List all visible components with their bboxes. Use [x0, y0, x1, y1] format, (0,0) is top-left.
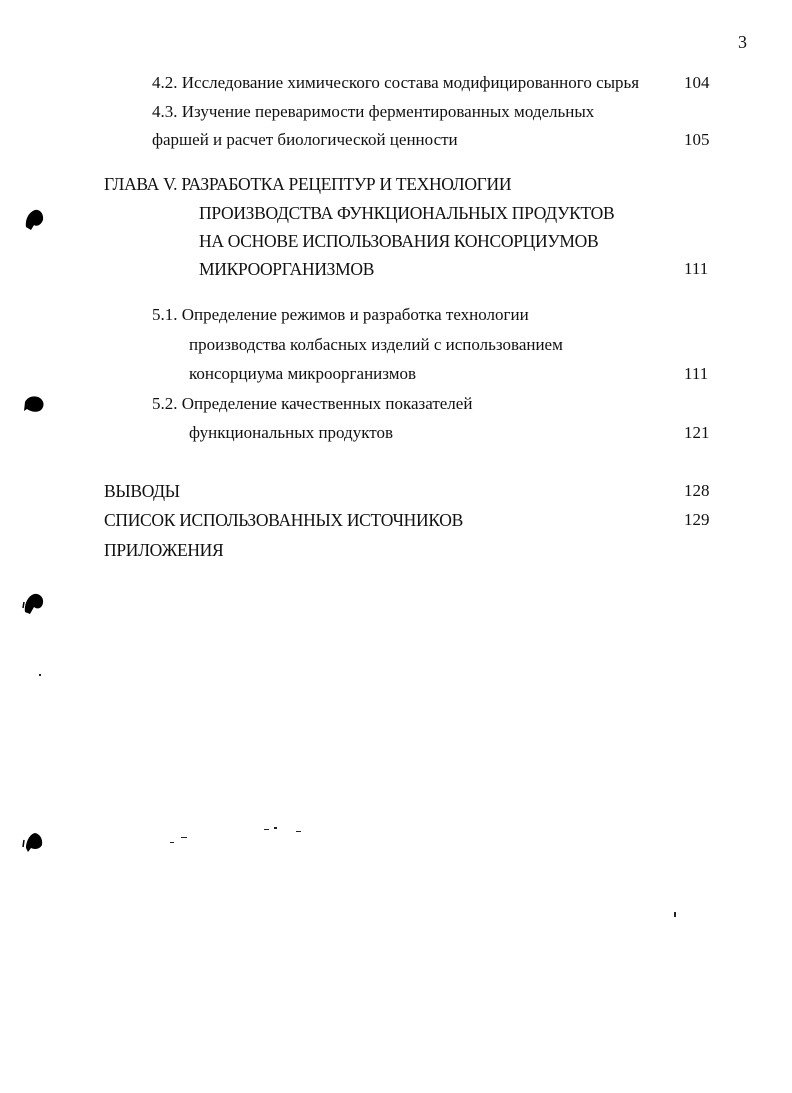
- toc-chapter-5-line-4: МИКРООРГАНИЗМОВ: [199, 259, 375, 279]
- toc-entry-5-1-line-1: 5.1. Определение режимов и разработка технологии: [152, 305, 529, 324]
- toc-chapter-5-page: 111: [684, 259, 709, 278]
- toc-chapter-5-line-3: НА ОСНОВЕ ИСПОЛЬЗОВАНИЯ КОНСОРЦИУМОВ: [199, 231, 599, 251]
- toc-conclusions-page: 128: [684, 481, 710, 500]
- toc-entry-5-2-line-2: функциональных продуктов: [189, 423, 393, 442]
- toc-appendices: ПРИЛОЖЕНИЯ: [104, 540, 224, 560]
- punch-hole-mark: [20, 828, 48, 856]
- toc-entry-4-3-line-2: фаршей и расчет биологической ценности: [152, 130, 458, 149]
- toc-entry-4-3-page: 105: [684, 130, 710, 149]
- toc-entry-5-2-page: 121: [684, 423, 710, 442]
- toc-entry-5-2-line-1: 5.2. Определение качественных показателей: [152, 394, 473, 413]
- toc-entry-4-3-line-1: 4.3. Изучение переваримости ферментированных модельных: [152, 102, 595, 121]
- toc-references: СПИСОК ИСПОЛЬЗОВАННЫХ ИСТОЧНИКОВ: [104, 510, 464, 530]
- toc-entry-5-1-line-2: производства колбасных изделий с использованием: [189, 335, 563, 354]
- toc-chapter-5-line-2: ПРОИЗВОДСТВА ФУНКЦИОНАЛЬНЫХ ПРОДУКТОВ: [199, 203, 615, 223]
- toc-entry-4-2-line-1: 4.2. Исследование химического состава модифицированного сырья: [152, 73, 640, 92]
- toc-entry-5-1-page: 111: [684, 364, 709, 383]
- punch-hole-mark: [20, 205, 48, 233]
- toc-entry-5-1-line-3: консорциума микроорганизмов: [189, 364, 417, 383]
- toc-entry-4-2-page: 104: [684, 73, 710, 92]
- scan-speck: [39, 674, 41, 676]
- scan-speck: [170, 842, 174, 843]
- scan-speck: [274, 827, 277, 829]
- toc-chapter-5-line-1: ГЛАВА V. РАЗРАБОТКА РЕЦЕПТУР И ТЕХНОЛОГИИ: [104, 174, 512, 194]
- page-number: 3: [738, 32, 747, 52]
- scan-speck: [264, 829, 269, 830]
- scan-speck: [296, 831, 301, 832]
- scan-speck: [674, 912, 676, 917]
- toc-references-page: 129: [684, 510, 710, 529]
- punch-hole-mark: [20, 390, 48, 418]
- punch-hole-mark: [20, 588, 48, 616]
- scan-speck: [181, 837, 187, 838]
- toc-conclusions: ВЫВОДЫ: [104, 481, 180, 501]
